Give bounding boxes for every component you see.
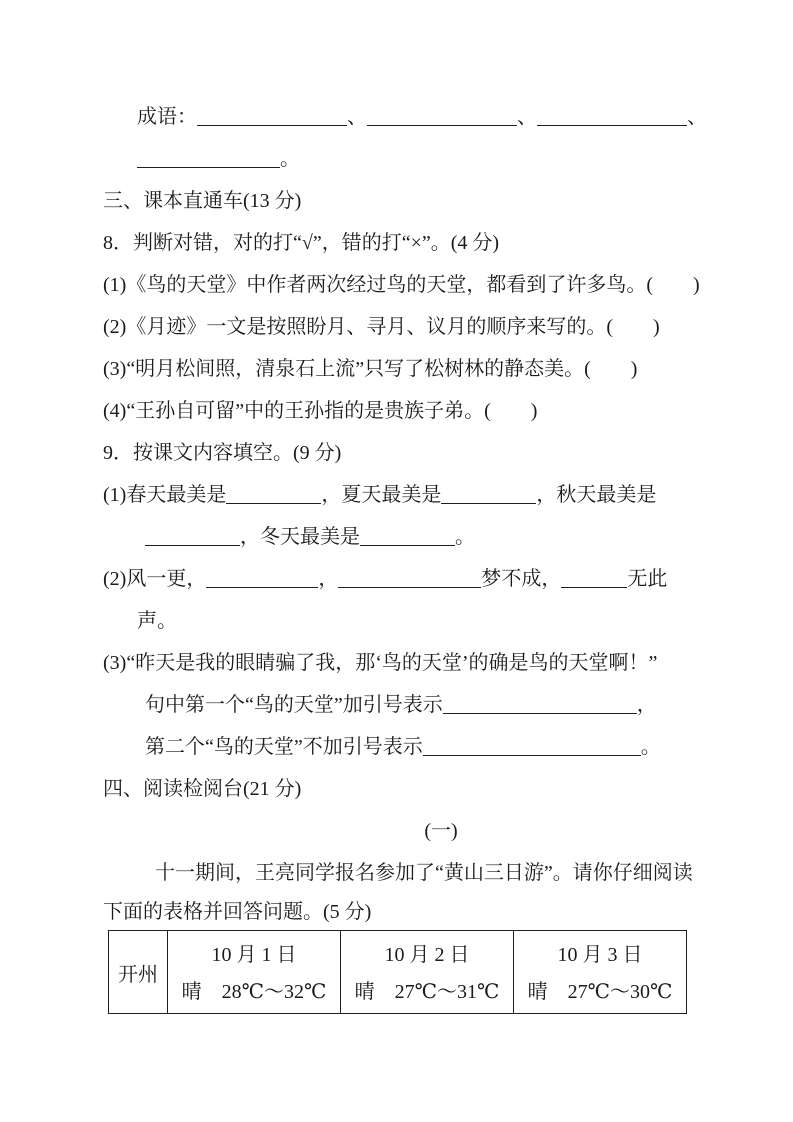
q8-item-1: (1)《鸟的天堂》中作者两次经过鸟的天堂，都看到了许多鸟。( ) [103, 274, 700, 296]
q8-item-2: (2)《月迹》一文是按照盼月、寻月、议月的顺序来写的。( ) [103, 316, 660, 338]
q9-item1-text-d: ，冬天最美是 [240, 526, 360, 548]
q9-item3-line-3 [145, 726, 695, 768]
q9-item3-line-1: (3)“昨天是我的眼睛骗了我，那‘鸟的天堂’的确是鸟的天堂啊！” [103, 652, 658, 674]
period: 。 [455, 526, 475, 548]
q8-item-3: (3)“明月松间照，清泉石上流”只写了松树林的静态美。( ) [103, 358, 638, 380]
q9-item2-text-c: 梦不成， [481, 568, 562, 590]
enumeration-comma: 、 [347, 106, 367, 128]
q8-item-4: (4)“王孙自可留”中的王孙指的是贵族子弟。( ) [103, 400, 538, 422]
day3-weather: 晴 27℃～30℃ [527, 981, 673, 1003]
fill-in-blank [441, 487, 536, 504]
day1-date: 10 月 1 日 [211, 944, 297, 966]
q9-item1-line-2 [145, 516, 695, 558]
fill-in-blank [367, 109, 517, 126]
fill-in-blank [537, 109, 687, 126]
fill-in-blank [443, 697, 637, 714]
q9-stem: 9．按课文内容填空。(9 分) [103, 442, 342, 464]
comma: ， [636, 694, 657, 716]
q7-idiom-line-2 [137, 138, 695, 180]
period: 。 [280, 148, 300, 170]
q9-item1-line-1 [103, 474, 695, 516]
day1-weather: 晴 28℃～32℃ [181, 981, 327, 1003]
q9-item1-text-c: ，秋天最美是 [536, 484, 657, 506]
reading-intro-line-1: 十一期间，王亮同学报名参加了“黄山三日游”。请你仔细阅读 [155, 862, 693, 884]
fill-in-blank [197, 109, 347, 126]
reading-intro-line-2: 下面的表格并回答问题。(5 分) [103, 901, 372, 923]
day-cell-oct2 [341, 931, 514, 1014]
q9-item2-text-a: (2)风一更， [103, 568, 207, 590]
q9-item3-line-2 [145, 684, 695, 726]
q9-item2-line-2: 声。 [137, 610, 177, 632]
q9-item1-text-a: (1)春天最美是 [103, 484, 227, 506]
day2-date: 10 月 2 日 [384, 944, 470, 966]
day3-date: 10 月 3 日 [557, 944, 643, 966]
day-cell-oct3 [514, 931, 687, 1014]
city-cell: 开州 [109, 931, 168, 1014]
period: 。 [640, 736, 661, 758]
fill-in-blank [137, 151, 280, 168]
fill-in-blank [206, 571, 318, 588]
section3-heading: 三、课本直通车(13 分) [103, 190, 302, 212]
fill-in-blank [360, 529, 455, 546]
fill-in-blank [338, 571, 481, 588]
q9-item1-text-b: ，夏天最美是 [321, 484, 442, 506]
day2-weather: 晴 27℃～31℃ [354, 981, 500, 1003]
section4-heading: 四、阅读检阅台(21 分) [103, 778, 302, 800]
fill-in-blank [226, 487, 321, 504]
q9-item2-text-d: 无此 [627, 568, 668, 590]
day-cell-oct1 [168, 931, 341, 1014]
q9-item3-text-3a: 第二个“鸟的天堂”不加引号表示 [145, 736, 423, 758]
q7-idiom-line-1 [137, 96, 707, 138]
enumeration-comma: 、 [517, 106, 537, 128]
q9-item3-text-2a: 句中第一个“鸟的天堂”加引号表示 [145, 694, 443, 716]
fill-in-blank [423, 739, 641, 756]
q9-item2-text-b: ， [318, 568, 339, 590]
q9-item2-line-1 [103, 558, 695, 600]
q7-idiom-label: 成语： [137, 106, 197, 128]
weather-table-row [109, 931, 687, 1014]
enumeration-comma: 、 [687, 106, 707, 128]
reading-part-label: (一) [424, 820, 458, 842]
worksheet-content [103, 96, 707, 1014]
q8-stem: 8．判断对错，对的打“√”，错的打“×”。(4 分) [103, 232, 500, 254]
fill-in-blank [145, 529, 240, 546]
weather-table [108, 930, 687, 1014]
fill-in-blank [561, 571, 627, 588]
